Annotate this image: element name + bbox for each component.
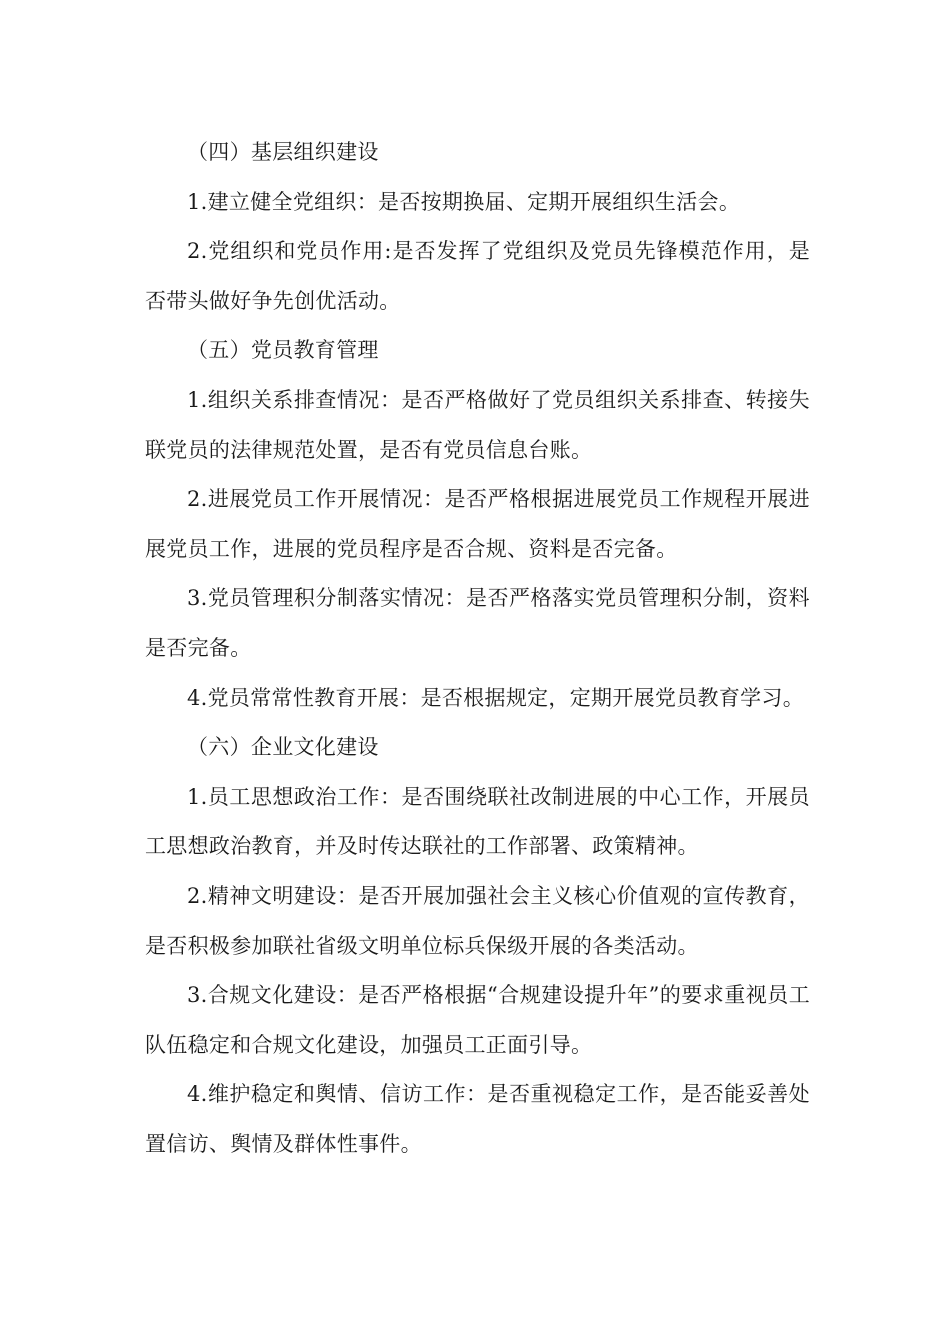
list-item: 2.进展党员工作开展情况：是否严格根据进展党员工作规程开展进展党员工作，进展的党员程序是否合规、资料是否完备。 <box>145 487 810 561</box>
list-item: 3.合规文化建设：是否严格根据“合规建设提升年”的要求重视员工队伍稳定和合规文化建设，加强员工正面引导。 <box>145 983 810 1057</box>
list-item: 1.员工思想政治工作：是否围绕联社改制进展的中心工作，开展员工思想政治教育，并及时传达联社的工作部署、政策精神。 <box>145 784 810 859</box>
list-item: 4.党员常常性教育开展：是否根据规定，定期开展党员教育学习。 <box>187 685 805 710</box>
list-item: 1.建立健全党组织：是否按期换届、定期开展组织生活会。 <box>187 189 741 214</box>
list-item: 3.党员管理积分制落实情况：是否严格落实党员管理积分制，资料是否完备。 <box>145 586 810 660</box>
list-item: 2.党组织和党员作用:是否发挥了党组织及党员先锋模范作用，是否带头做好争先创优活动。 <box>145 239 810 313</box>
document-body <box>145 128 810 1169</box>
section-heading: （五）党员教育管理 <box>187 338 379 363</box>
list-item: 2.精神文明建设：是否开展加强社会主义核心价值观的宣传教育，是否积极参加联社省级文明单位标兵保级开展的各类活动。 <box>145 883 810 958</box>
list-item: 1.组织关系排查情况：是否严格做好了党员组织关系排查、转接失联党员的法律规范处置，是否有党员信息台账。 <box>145 387 810 462</box>
list-item: 4.维护稳定和舆情、信访工作：是否重视稳定工作，是否能妥善处置信访、舆情及群体性事件。 <box>145 1082 810 1156</box>
section-heading: （四）基层组织建设 <box>187 140 379 164</box>
section-heading: （六）企业文化建设 <box>187 735 379 760</box>
